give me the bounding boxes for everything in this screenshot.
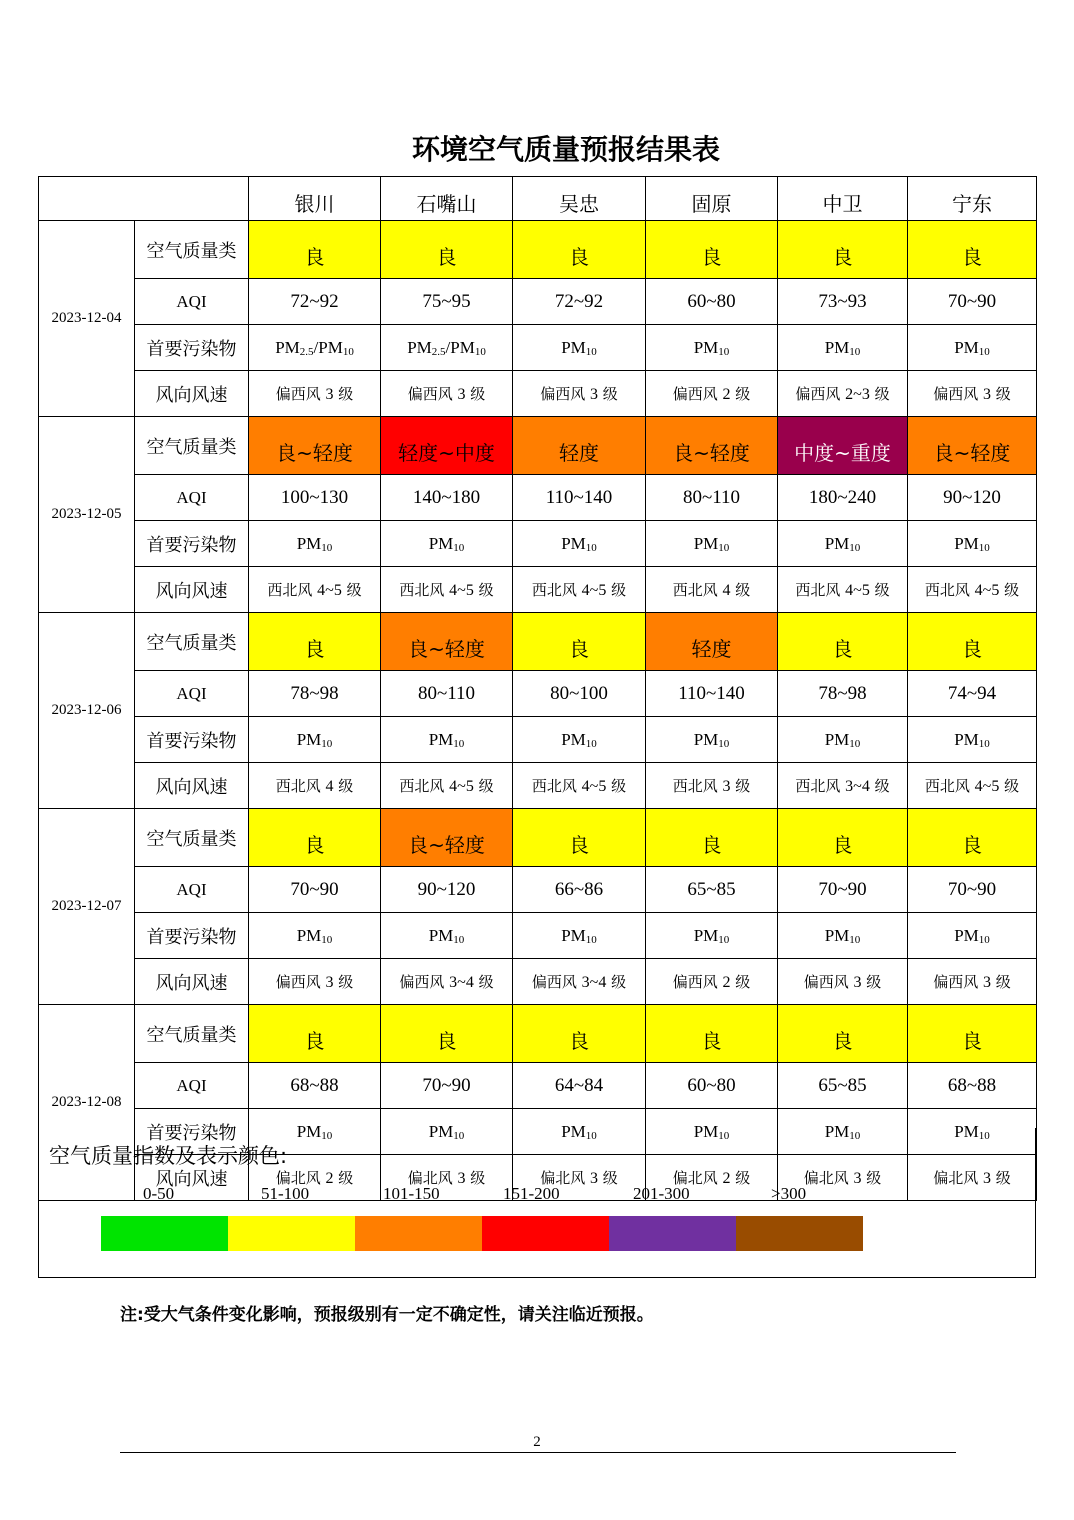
legend-range-label: >300	[771, 1184, 807, 1203]
wind-info	[513, 567, 646, 613]
forecast-date: 2023-12-08	[39, 1005, 135, 1201]
wind-unit: 级	[338, 973, 354, 991]
wind-direction: 西北风	[399, 581, 445, 599]
forecast-note: 注:受大气条件变化影响，预报级别有一定不确定性，请关注临近预报。	[120, 1305, 654, 1325]
aqi-range: 70~90	[381, 1063, 513, 1109]
legend-range-label: 51-100	[261, 1184, 310, 1203]
row-label-wind: 风向风速	[135, 567, 249, 613]
wind-unit: 级	[735, 777, 751, 795]
wind-direction: 西北风	[672, 581, 718, 599]
air-quality-category: 良	[513, 221, 646, 279]
wind-level: 3	[983, 974, 991, 991]
wind-direction: 偏北风	[275, 1169, 321, 1187]
wind-level: 2	[325, 1170, 334, 1187]
wind-unit: 级	[1004, 777, 1020, 795]
forecast-row-pollutant	[39, 325, 1037, 371]
aqi-range: 70~90	[908, 279, 1037, 325]
aqi-range: 70~90	[908, 867, 1037, 913]
wind-direction: 西北风	[795, 777, 841, 795]
air-quality-category: 良	[646, 1005, 778, 1063]
forecast-row-aqi	[39, 475, 1037, 521]
primary-pollutant: $PM_{10}$	[778, 325, 908, 371]
wind-level: 4~5	[845, 582, 870, 599]
aqi-range: 73~93	[778, 279, 908, 325]
wind-info	[381, 371, 513, 417]
row-label-pollutant: 首要污染物	[135, 325, 249, 371]
wind-unit: 级	[735, 581, 751, 599]
wind-info	[778, 567, 908, 613]
forecast-date: 2023-12-05	[39, 417, 135, 613]
aqi-range: 68~88	[908, 1063, 1037, 1109]
air-quality-category: 良	[646, 809, 778, 867]
forecast-row-wind	[39, 567, 1037, 613]
wind-unit: 级	[478, 777, 494, 795]
wind-unit: 级	[346, 581, 362, 599]
wind-level: 4~5	[974, 582, 1000, 599]
aqi-range: 65~85	[778, 1063, 908, 1109]
wind-info	[778, 959, 908, 1005]
wind-level: 3	[983, 386, 991, 403]
air-quality-category: 良	[381, 1005, 513, 1063]
wind-direction: 西北风	[531, 581, 577, 599]
primary-pollutant: $PM_{10}$	[646, 717, 778, 763]
air-quality-category: 良	[778, 809, 908, 867]
wind-direction: 西北风	[531, 777, 577, 795]
row-label-wind: 风向风速	[135, 371, 249, 417]
wind-level: 4	[722, 582, 731, 599]
forecast-row-aqi	[39, 671, 1037, 717]
row-label-aqi: AQI	[135, 867, 249, 913]
primary-pollutant: $PM_{10}$	[249, 913, 381, 959]
primary-pollutant: $PM_{10}$	[646, 521, 778, 567]
forecast-date: 2023-12-07	[39, 809, 135, 1005]
wind-info	[249, 371, 381, 417]
wind-unit: 级	[478, 973, 494, 991]
wind-direction: 西北风	[672, 777, 718, 795]
air-quality-category: 中度~重度	[778, 417, 908, 475]
aqi-legend	[38, 1128, 1036, 1278]
city-header: 中卫	[778, 177, 908, 221]
wind-info	[908, 567, 1037, 613]
air-quality-category: 良	[513, 809, 646, 867]
wind-unit: 级	[470, 385, 486, 403]
wind-direction: 偏西风	[275, 385, 321, 403]
air-quality-category: 良	[513, 1005, 646, 1063]
legend-range-label: 201-300	[633, 1184, 690, 1203]
aqi-range: 90~120	[908, 475, 1037, 521]
forecast-row-wind	[39, 371, 1037, 417]
wind-unit: 级	[866, 973, 882, 991]
primary-pollutant: $PM_{10}$	[908, 1109, 1037, 1155]
wind-direction: 西北风	[267, 581, 313, 599]
wind-direction: 偏西风	[407, 385, 453, 403]
primary-pollutant: $PM_{10}$	[908, 325, 1037, 371]
aqi-range: 60~80	[646, 1063, 778, 1109]
forecast-row-aqi	[39, 1063, 1037, 1109]
aqi-range: 80~110	[381, 671, 513, 717]
forecast-row-category	[39, 1005, 1037, 1063]
air-quality-category: 良	[778, 1005, 908, 1063]
wind-level: 3	[853, 974, 862, 991]
air-quality-category: 良	[249, 221, 381, 279]
wind-level: 3~4	[581, 974, 607, 991]
primary-pollutant: $PM_{10}$	[513, 1109, 646, 1155]
forecast-row-aqi	[39, 279, 1037, 325]
wind-direction: 西北风	[795, 581, 841, 599]
aqi-range: 72~92	[513, 279, 646, 325]
primary-pollutant: $PM_{2.5}/PM_{10}$	[249, 325, 381, 371]
wind-info	[249, 567, 381, 613]
wind-level: 3	[325, 386, 334, 403]
wind-level: 3~4	[845, 778, 870, 795]
wind-unit: 级	[611, 777, 627, 795]
aqi-range: 80~100	[513, 671, 646, 717]
wind-unit: 级	[338, 777, 354, 795]
air-quality-category: 良~轻度	[646, 417, 778, 475]
forecast-row-category	[39, 613, 1037, 671]
air-quality-category: 良	[249, 613, 381, 671]
forecast-date: 2023-12-06	[39, 613, 135, 809]
row-label-pollutant: 首要污染物	[135, 521, 249, 567]
wind-direction: 偏西风	[933, 973, 979, 991]
aqi-range: 80~110	[646, 475, 778, 521]
forecast-row-wind	[39, 763, 1037, 809]
wind-level: 3	[457, 386, 466, 403]
air-quality-category: 良	[778, 221, 908, 279]
wind-level: 2	[722, 974, 731, 991]
wind-unit: 级	[611, 973, 627, 991]
aqi-range: 72~92	[249, 279, 381, 325]
wind-level: 4	[325, 778, 334, 795]
wind-unit: 级	[995, 1169, 1011, 1187]
wind-info	[513, 763, 646, 809]
forecast-row-category	[39, 417, 1037, 475]
wind-direction: 西北风	[399, 777, 445, 795]
row-label-category: 空气质量类	[135, 417, 249, 475]
wind-unit: 级	[1004, 581, 1020, 599]
wind-info	[249, 959, 381, 1005]
wind-unit: 级	[874, 581, 890, 599]
legend-title: 空气质量指数及表示颜色:	[49, 1144, 288, 1168]
wind-info	[908, 763, 1037, 809]
forecast-row-pollutant	[39, 913, 1037, 959]
wind-level: 4~5	[449, 778, 474, 795]
primary-pollutant: $PM_{10}$	[381, 521, 513, 567]
air-quality-category: 良	[778, 613, 908, 671]
row-label-category: 空气质量类	[135, 809, 249, 867]
wind-level: 3	[983, 1170, 991, 1187]
air-quality-category: 轻度~中度	[381, 417, 513, 475]
wind-unit: 级	[735, 973, 751, 991]
wind-level: 2	[722, 1170, 731, 1187]
wind-info	[646, 371, 778, 417]
aqi-range: 78~98	[778, 671, 908, 717]
wind-info	[381, 763, 513, 809]
aqi-range: 110~140	[513, 475, 646, 521]
aqi-range: 140~180	[381, 475, 513, 521]
corner-cell	[39, 177, 249, 221]
wind-unit: 级	[735, 385, 751, 403]
wind-unit: 级	[995, 385, 1011, 403]
wind-direction: 偏西风	[672, 385, 718, 403]
row-label-wind: 风向风速	[135, 1155, 249, 1201]
primary-pollutant: $PM_{10}$	[908, 521, 1037, 567]
row-label-pollutant: 首要污染物	[135, 717, 249, 763]
forecast-row-category	[39, 221, 1037, 279]
legend-color-swatch	[355, 1216, 482, 1251]
wind-unit: 级	[874, 777, 890, 795]
aqi-range: 65~85	[646, 867, 778, 913]
primary-pollutant: $PM_{10}$	[778, 913, 908, 959]
row-label-pollutant: 首要污染物	[135, 913, 249, 959]
forecast-row-wind	[39, 959, 1037, 1005]
wind-level: 4~5	[449, 582, 474, 599]
aqi-range: 64~84	[513, 1063, 646, 1109]
air-quality-category: 良	[908, 221, 1037, 279]
forecast-row-pollutant	[39, 521, 1037, 567]
air-quality-category: 良	[908, 1005, 1037, 1063]
wind-direction: 偏西风	[672, 973, 718, 991]
legend-color-swatch	[482, 1216, 609, 1251]
wind-level: 3	[590, 1170, 598, 1187]
wind-level: 2	[722, 386, 731, 403]
forecast-row-pollutant	[39, 717, 1037, 763]
header-row	[39, 177, 1037, 221]
wind-info	[646, 567, 778, 613]
aqi-range: 90~120	[381, 867, 513, 913]
row-label-pollutant: 首要污染物	[135, 1109, 249, 1155]
wind-unit: 级	[611, 581, 627, 599]
wind-level: 3	[722, 778, 731, 795]
wind-direction: 偏北风	[803, 1169, 849, 1187]
primary-pollutant: $PM_{10}$	[778, 1109, 908, 1155]
aqi-range: 180~240	[778, 475, 908, 521]
primary-pollutant: $PM_{10}$	[381, 913, 513, 959]
primary-pollutant: $PM_{10}$	[778, 521, 908, 567]
city-header: 银川	[249, 177, 381, 221]
air-quality-category: 良~轻度	[381, 613, 513, 671]
primary-pollutant: $PM_{10}$	[249, 1109, 381, 1155]
wind-info	[778, 371, 908, 417]
legend-color-swatch	[101, 1216, 228, 1251]
primary-pollutant: $PM_{10}$	[381, 717, 513, 763]
air-quality-category: 良	[908, 613, 1037, 671]
aqi-range: 68~88	[249, 1063, 381, 1109]
wind-level: 3	[853, 1170, 862, 1187]
aqi-range: 60~80	[646, 279, 778, 325]
row-label-category: 空气质量类	[135, 221, 249, 279]
wind-level: 3	[457, 1170, 466, 1187]
air-quality-category: 轻度	[513, 417, 646, 475]
wind-level: 3~4	[449, 974, 474, 991]
wind-direction: 偏北风	[672, 1169, 718, 1187]
primary-pollutant: $PM_{10}$	[646, 1109, 778, 1155]
primary-pollutant: $PM_{10}$	[513, 325, 646, 371]
air-quality-category: 良~轻度	[908, 417, 1037, 475]
wind-direction: 西北风	[924, 581, 970, 599]
forecast-row-category	[39, 809, 1037, 867]
primary-pollutant: $PM_{10}$	[778, 717, 908, 763]
aqi-range: 70~90	[249, 867, 381, 913]
row-label-aqi: AQI	[135, 475, 249, 521]
wind-unit: 级	[470, 1169, 486, 1187]
wind-unit: 级	[735, 1169, 751, 1187]
legend-range-label: 101-150	[383, 1184, 440, 1203]
row-label-aqi: AQI	[135, 671, 249, 717]
wind-level: 4~5	[974, 778, 1000, 795]
wind-unit: 级	[995, 973, 1011, 991]
wind-info	[381, 567, 513, 613]
primary-pollutant: $PM_{10}$	[646, 325, 778, 371]
aqi-range: 74~94	[908, 671, 1037, 717]
wind-level: 3	[590, 386, 598, 403]
row-label-category: 空气质量类	[135, 613, 249, 671]
aqi-range: 75~95	[381, 279, 513, 325]
wind-level: 4~5	[581, 778, 607, 795]
primary-pollutant: $PM_{10}$	[908, 913, 1037, 959]
wind-direction: 偏西风	[531, 973, 577, 991]
wind-direction: 西北风	[924, 777, 970, 795]
wind-info	[381, 959, 513, 1005]
wind-info	[778, 763, 908, 809]
primary-pollutant: $PM_{10}$	[908, 717, 1037, 763]
air-quality-category: 良~轻度	[381, 809, 513, 867]
aqi-range: 78~98	[249, 671, 381, 717]
wind-unit: 级	[602, 385, 618, 403]
page-number: 2	[533, 1434, 541, 1450]
forecast-table	[38, 176, 1037, 1201]
city-header: 石嘴山	[381, 177, 513, 221]
wind-direction: 偏西风	[275, 973, 321, 991]
wind-info	[249, 763, 381, 809]
row-label-category: 空气质量类	[135, 1005, 249, 1063]
wind-unit: 级	[338, 385, 354, 403]
legend-color-swatch	[609, 1216, 736, 1251]
legend-range-label: 151-200	[503, 1184, 560, 1203]
wind-direction: 西北风	[275, 777, 321, 795]
primary-pollutant: $PM_{10}$	[513, 521, 646, 567]
air-quality-category: 轻度	[646, 613, 778, 671]
air-quality-category: 良~轻度	[249, 417, 381, 475]
air-quality-category: 良	[249, 809, 381, 867]
wind-level: 4~5	[317, 582, 342, 599]
primary-pollutant: $PM_{10}$	[646, 913, 778, 959]
wind-info	[513, 959, 646, 1005]
aqi-range: 66~86	[513, 867, 646, 913]
wind-info	[908, 959, 1037, 1005]
primary-pollutant: $PM_{2.5}/PM_{10}$	[381, 325, 513, 371]
air-quality-category: 良	[381, 221, 513, 279]
wind-direction: 偏西风	[399, 973, 445, 991]
legend-color-swatch	[736, 1216, 863, 1251]
primary-pollutant: $PM_{10}$	[513, 913, 646, 959]
legend-color-swatch	[228, 1216, 355, 1251]
wind-info	[646, 959, 778, 1005]
aqi-range: 70~90	[778, 867, 908, 913]
wind-unit: 级	[866, 1169, 882, 1187]
footer-divider	[120, 1452, 956, 1453]
page-title: 环境空气质量预报结果表	[411, 133, 720, 166]
wind-info	[513, 371, 646, 417]
wind-info	[908, 371, 1037, 417]
primary-pollutant: $PM_{10}$	[513, 717, 646, 763]
air-quality-category: 良	[513, 613, 646, 671]
primary-pollutant: $PM_{10}$	[249, 521, 381, 567]
city-header: 宁东	[908, 177, 1037, 221]
wind-unit: 级	[602, 1169, 618, 1187]
wind-level: 2~3	[845, 386, 870, 403]
air-quality-category: 良	[249, 1005, 381, 1063]
primary-pollutant: $PM_{10}$	[381, 1109, 513, 1155]
wind-direction: 偏西风	[540, 385, 586, 403]
row-label-wind: 风向风速	[135, 959, 249, 1005]
forecast-row-aqi	[39, 867, 1037, 913]
wind-level: 3	[325, 974, 334, 991]
row-label-aqi: AQI	[135, 279, 249, 325]
row-label-aqi: AQI	[135, 1063, 249, 1109]
air-quality-category: 良	[908, 809, 1037, 867]
wind-unit: 级	[338, 1169, 354, 1187]
legend-range-label: 0-50	[143, 1184, 175, 1203]
wind-direction: 偏北风	[407, 1169, 453, 1187]
wind-unit: 级	[874, 385, 890, 403]
wind-direction: 偏西风	[795, 385, 841, 403]
wind-direction: 偏北风	[933, 1169, 979, 1187]
city-header: 吴忠	[513, 177, 646, 221]
primary-pollutant: $PM_{10}$	[249, 717, 381, 763]
wind-level: 4~5	[581, 582, 607, 599]
wind-direction: 偏西风	[933, 385, 979, 403]
row-label-wind: 风向风速	[135, 763, 249, 809]
aqi-range: 110~140	[646, 671, 778, 717]
city-header: 固原	[646, 177, 778, 221]
wind-direction: 偏西风	[803, 973, 849, 991]
air-quality-category: 良	[646, 221, 778, 279]
forecast-date: 2023-12-04	[39, 221, 135, 417]
wind-info	[646, 763, 778, 809]
aqi-range: 100~130	[249, 475, 381, 521]
wind-direction: 偏北风	[540, 1169, 586, 1187]
wind-unit: 级	[478, 581, 494, 599]
